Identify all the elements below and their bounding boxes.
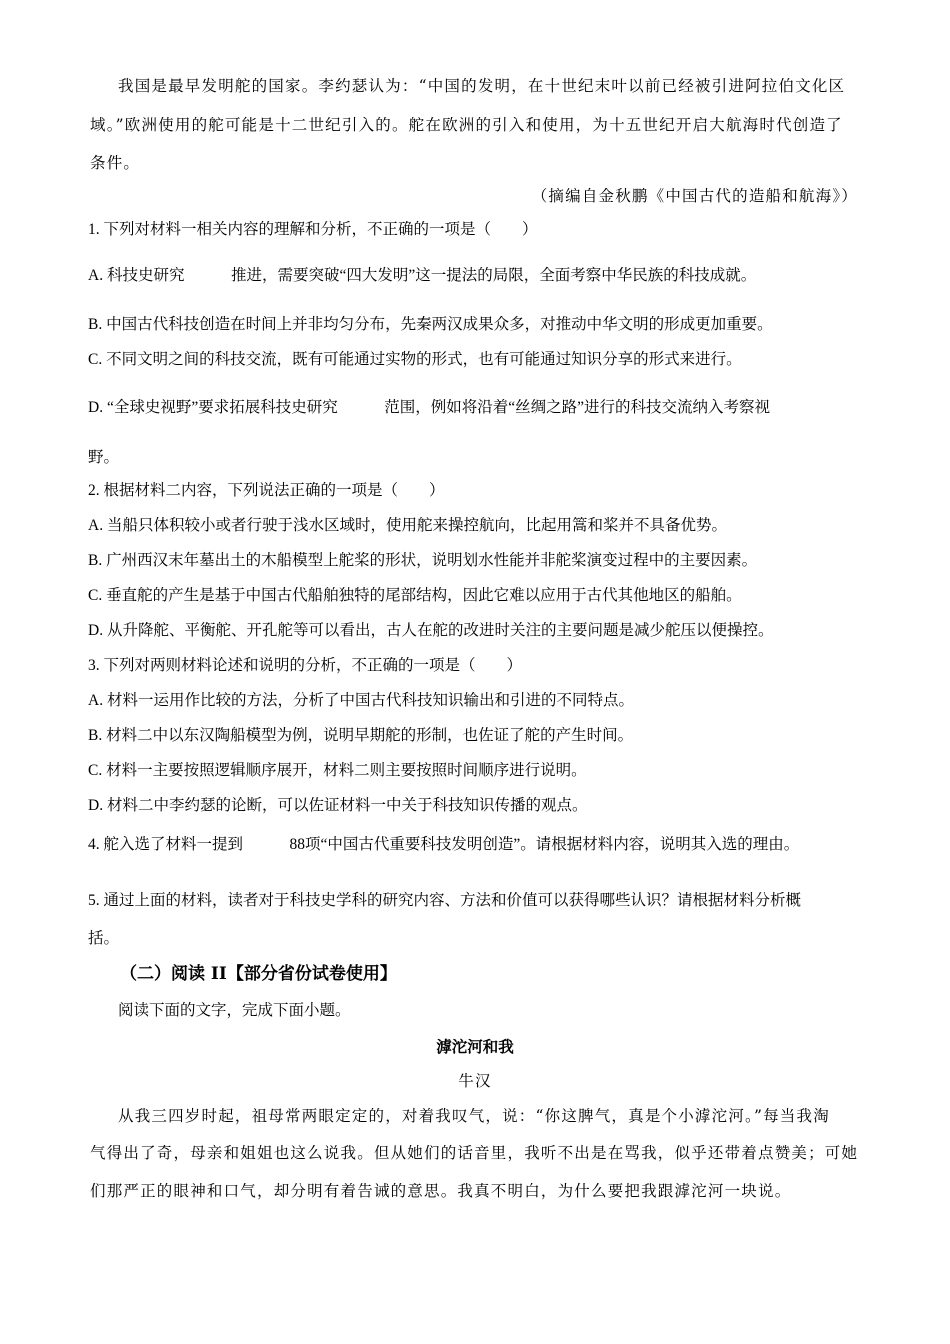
- material-one-text-line: 条件。: [90, 154, 141, 172]
- passage-paragraph-line: 气得出了奇，母亲和姐姐也这么说我。但从她们的话音里，我听不出是在骂我，似乎还带着点赞美；可她: [90, 1144, 859, 1162]
- question-1-option-c: C. 不同文明之间的科技交流，既有可能通过实物的形式，也有可能通过知识分享的形式来进行。: [88, 351, 742, 368]
- material-source-citation: （摘编自金秋鹏《中国古代的造船和航海》）: [531, 187, 858, 205]
- question-1-stem: 1. 下列对材料一相关内容的理解和分析，不正确的一项是（ ）: [88, 221, 538, 238]
- question-3-stem: 3. 下列对两则材料论述和说明的分析，不正确的一项是（ ）: [88, 657, 523, 674]
- material-one-text-line: 我国是最早发明舵的国家。李约瑟认为：“中国的发明，在十世纪末叶以前已经被引进阿拉伯文化区: [118, 77, 846, 95]
- section-instruction: 阅读下面的文字，完成下面小题。: [118, 1002, 351, 1019]
- question-3-option-d: D. 材料二中李约瑟的论断，可以佐证材料一中关于科技知识传播的观点。: [88, 797, 588, 814]
- section-heading: （二）阅读 II【部分省份试卷使用】: [120, 964, 397, 984]
- question-1-option-a: A. 科技史研究 推进，需要突破“四大发明”这一提法的局限，全面考察中华民族的科技成就。: [88, 267, 757, 284]
- passage-title: 滹沱河和我: [436, 1037, 514, 1056]
- question-4-stem: 4. 舵入选了材料一提到 88项“中国古代重要科技发明创造”。请根据材料内容，说明其入选的理由。: [88, 836, 800, 853]
- passage-paragraph-line: 从我三四岁时起，祖母常两眼定定的，对着我叹气，说：“你这脾气，真是个小滹沱河。”每当我淘: [118, 1107, 830, 1125]
- question-1-option-d-continued: 野。: [88, 449, 120, 466]
- question-2-option-b: B. 广州西汉末年墓出土的木船模型上舵桨的形状，说明划水性能并非舵桨演变过程中的主要因素。: [88, 552, 758, 569]
- question-1-option-b: B. 中国古代科技创造在时间上并非均匀分布，先秦两汉成果众多，对推动中华文明的形成更加重要。: [88, 316, 773, 333]
- question-3-option-a: A. 材料一运用作比较的方法，分析了中国古代科技知识输出和引进的不同特点。: [88, 692, 634, 709]
- question-3-option-c: C. 材料一主要按照逻辑顺序展开，材料二则主要按照时间顺序进行说明。: [88, 762, 587, 779]
- question-2-option-c: C. 垂直舵的产生是基于中国古代船舶独特的尾部结构，因此它难以应用于古代其他地区的船舶。: [88, 587, 742, 604]
- passage-paragraph-line: 们那严正的眼神和口气，却分明有着告诫的意思。我真不明白，为什么要把我跟滹沱河一块说。: [90, 1182, 792, 1200]
- material-one-text-line: 域。”欧洲使用的舵可能是十二世纪引入的。舵在欧洲的引入和使用，为十五世纪开启大航海时代创造了: [90, 116, 843, 134]
- passage-author: 牛汉: [458, 1072, 492, 1090]
- question-5-stem: 5. 通过上面的材料，读者对于科技史学科的研究内容、方法和价值可以获得哪些认识？请根据材料分析概: [88, 892, 802, 909]
- question-3-option-b: B. 材料二中以东汉陶船模型为例，说明早期舵的形制，也佐证了舵的产生时间。: [88, 727, 634, 744]
- question-2-option-d: D. 从升降舵、平衡舵、开孔舵等可以看出，古人在舵的改进时关注的主要问题是减少舵压以便操控。: [88, 622, 774, 639]
- question-1-option-d: D. “全球史视野”要求拓展科技史研究 范围，例如将沿着“丝绸之路”进行的科技交流纳入考察视: [88, 399, 770, 416]
- question-2-stem: 2. 根据材料二内容，下列说法正确的一项是（ ）: [88, 482, 445, 499]
- question-5-stem-continued: 括。: [88, 930, 120, 947]
- question-2-option-a: A. 当船只体积较小或者行驶于浅水区域时，使用舵来操控航向，比起用篙和桨并不具备优势。: [88, 517, 727, 534]
